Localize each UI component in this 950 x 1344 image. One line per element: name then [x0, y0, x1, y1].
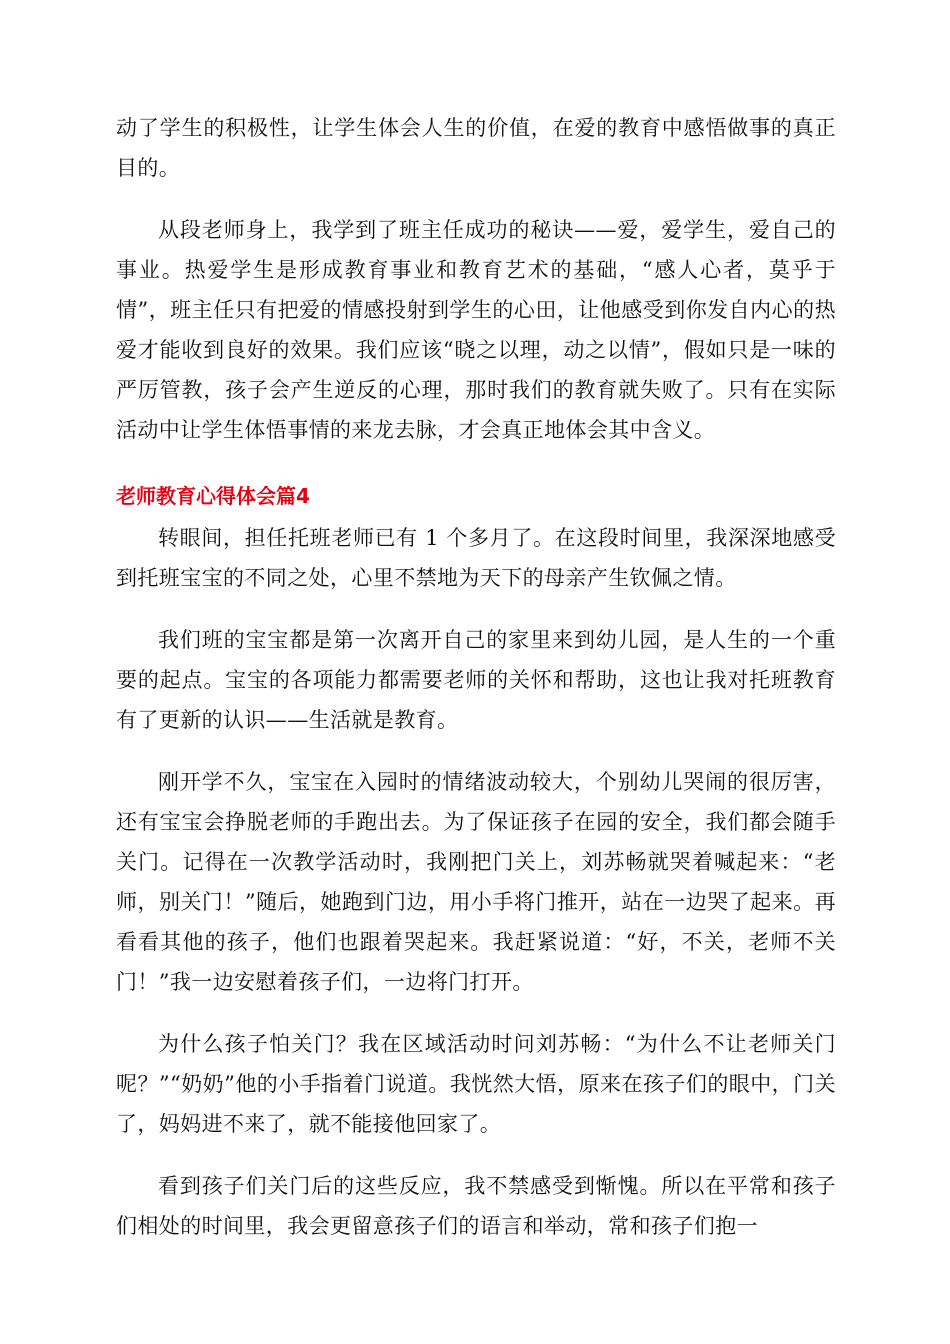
paragraph: 从段老师身上，我学到了班主任成功的秘诀——爱，爱学生，爱自己的事业。热爱学生是形成教育事业和教育艺术的基础，“感人心者，莫乎于情”，班主任只有把爱的情感投射到学生的心田，让他感受到你发自内心的热爱才能收到良好的效果。我们应该“晓之以理，动之以情”，假如只是一味的严厉管教，孩子会产生逆反的心理，那时我们的教育就失败了。只有在实际活动中让学生体悟事情的来龙去脉，才会真正地体会其中含义。 — [116, 218, 836, 442]
document-page — [116, 108, 836, 1246]
paragraph: 我们班的宝宝都是第一次离开自己的家里来到幼儿园，是人生的一个重要的起点。宝宝的各项能力都需要老师的关怀和帮助，这也让我对托班教育有了更新的认识——生活就是教育。 — [116, 628, 836, 732]
paragraph: 转眼间，担任托班老师已有 1 个多月了。在这段时间里，我深深地感受到托班宝宝的不同之处，心里不禁地为天下的母亲产生钦佩之情。 — [116, 526, 836, 590]
paragraph: 看到孩子们关门后的这些反应，我不禁感受到惭愧。所以在平常和孩子们相处的时间里，我会更留意孩子们的语言和举动，常和孩子们抱一 — [116, 1174, 836, 1238]
paragraph: 刚开学不久，宝宝在入园时的情绪波动较大，个别幼儿哭闹的很厉害，还有宝宝会挣脱老师的手跑出去。为了保证孩子在园的安全，我们都会随手关门。记得在一次教学活动时，我刚把门关上，刘苏畅就哭着喊起来：“老师，别关门！”随后，她跑到门边，用小手将门推开，站在一边哭了起来。再看看其他的孩子，他们也跟着哭起来。我赶紧说道：“好，不关，老师不关门！”我一边安慰着孩子们，一边将门打开。 — [116, 770, 836, 994]
paragraph: 为什么孩子怕关门？我在区域活动时问刘苏畅：“为什么不让老师关门呢？”“奶奶”他的小手指着门说道。我恍然大悟，原来在孩子们的眼中，门关了，妈妈进不来了，就不能接他回家了。 — [116, 1032, 836, 1136]
section-heading: 老师教育心得体会篇4 — [116, 484, 310, 508]
paragraph-continuation: 动了学生的积极性，让学生体会人生的价值，在爱的教育中感悟做事的真正目的。 — [116, 116, 836, 180]
